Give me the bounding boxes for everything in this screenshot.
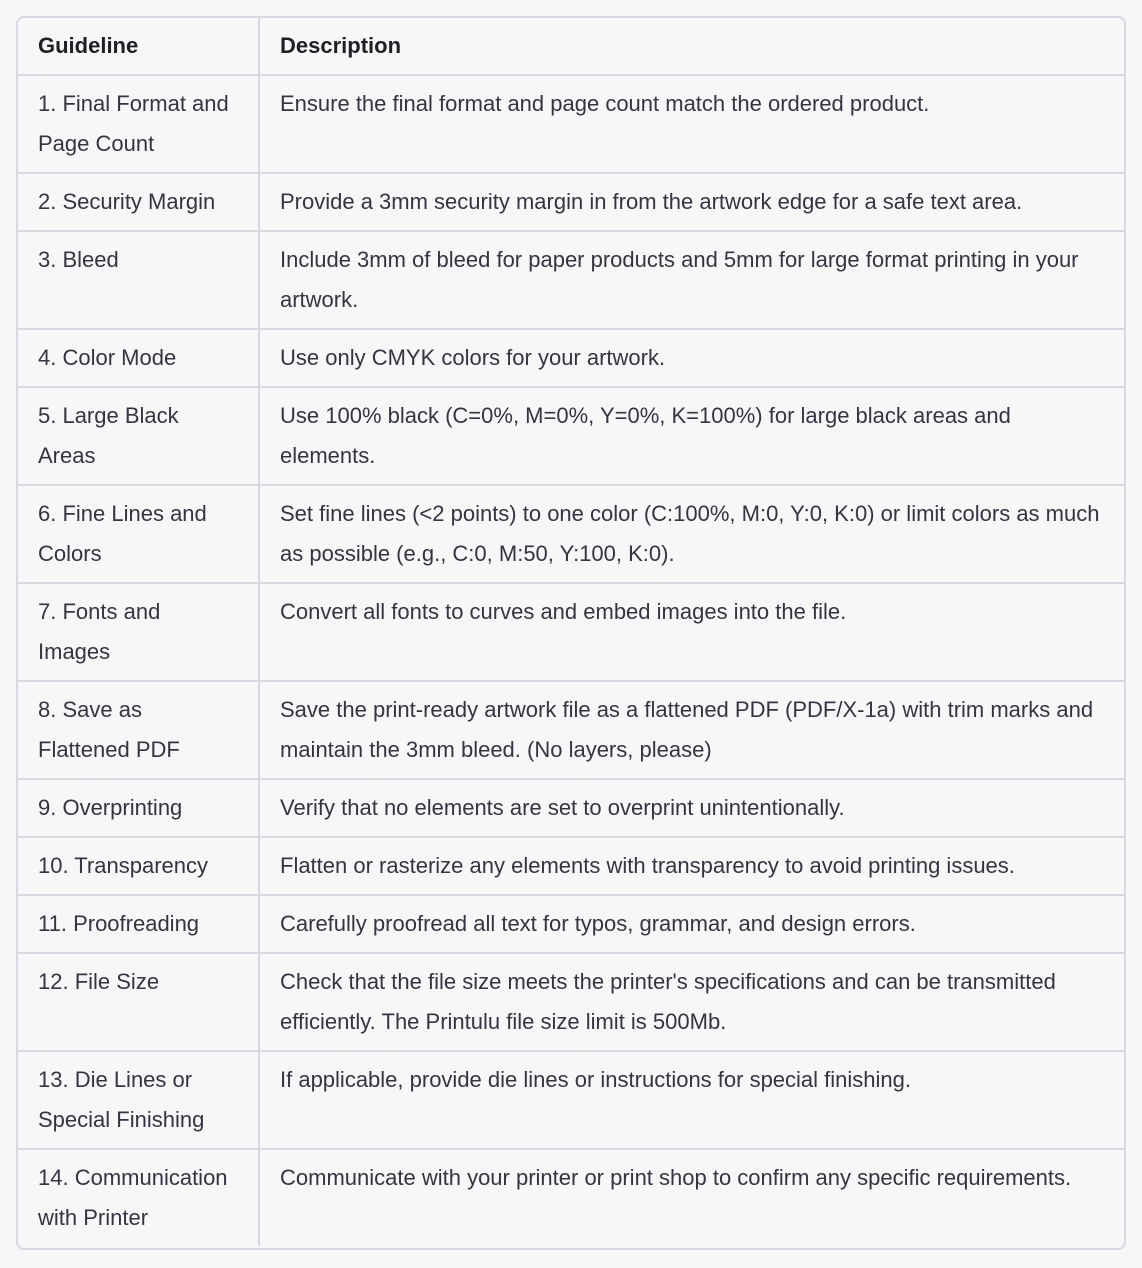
guideline-cell: 9. Overprinting (18, 779, 259, 837)
table-row (18, 75, 1124, 173)
description-cell: If applicable, provide die lines or instructions for special finishing. (259, 1051, 1124, 1149)
description-cell: Check that the file size meets the printer's specifications and can be transmitted efficiently. The Printulu file size limit is 500Mb. (259, 953, 1124, 1051)
table-header-row (18, 18, 1124, 75)
description-cell: Carefully proofread all text for typos, grammar, and design errors. (259, 895, 1124, 953)
guideline-cell: 1. Final Format and Page Count (18, 75, 259, 173)
table-row (18, 329, 1124, 387)
description-cell: Use 100% black (C=0%, M=0%, Y=0%, K=100%) for large black areas and elements. (259, 387, 1124, 485)
guideline-cell: 5. Large Black Areas (18, 387, 259, 485)
guideline-cell: 4. Color Mode (18, 329, 259, 387)
description-cell: Save the print-ready artwork file as a flattened PDF (PDF/X-1a) with trim marks and maintain the 3mm bleed. (No layers, please) (259, 681, 1124, 779)
table-row (18, 953, 1124, 1051)
table-row (18, 779, 1124, 837)
table-row (18, 583, 1124, 681)
guideline-cell: 12. File Size (18, 953, 259, 1051)
description-cell: Use only CMYK colors for your artwork. (259, 329, 1124, 387)
description-cell: Set fine lines (<2 points) to one color (C:100%, M:0, Y:0, K:0) or limit colors as much as possible (e.g., C:0, M:50, Y:100, K:0). (259, 485, 1124, 583)
guidelines-table-container (16, 16, 1126, 1250)
description-cell: Include 3mm of bleed for paper products and 5mm for large format printing in your artwork. (259, 231, 1124, 329)
table-row (18, 1051, 1124, 1149)
guideline-cell: 7. Fonts and Images (18, 583, 259, 681)
table-row (18, 173, 1124, 231)
guideline-cell: 13. Die Lines or Special Finishing (18, 1051, 259, 1149)
guideline-cell: 14. Communication with Printer (18, 1149, 259, 1246)
description-cell: Flatten or rasterize any elements with transparency to avoid printing issues. (259, 837, 1124, 895)
table-row (18, 1149, 1124, 1246)
description-cell: Convert all fonts to curves and embed images into the file. (259, 583, 1124, 681)
table-row (18, 485, 1124, 583)
header-guideline: Guideline (18, 18, 259, 75)
description-cell: Communicate with your printer or print shop to confirm any specific requirements. (280, 1165, 1072, 1190)
guidelines-table (18, 18, 1124, 1246)
guideline-cell: 8. Save as Flattened PDF (18, 681, 259, 779)
guideline-cell: 10. Transparency (18, 837, 259, 895)
table-row (18, 895, 1124, 953)
guideline-cell: 2. Security Margin (18, 173, 259, 231)
description-cell: Ensure the final format and page count match the ordered product. (259, 75, 1124, 173)
guideline-cell: 6. Fine Lines and Colors (18, 485, 259, 583)
table-row (18, 681, 1124, 779)
description-cell: Provide a 3mm security margin in from the artwork edge for a safe text area. (259, 173, 1124, 231)
table-row (18, 837, 1124, 895)
table-row (18, 387, 1124, 485)
header-description: Description (259, 18, 1124, 75)
guideline-cell: 11. Proofreading (18, 895, 259, 953)
description-cell: Verify that no elements are set to overprint unintentionally. (259, 779, 1124, 837)
guideline-cell: 3. Bleed (18, 231, 259, 329)
table-row (18, 231, 1124, 329)
